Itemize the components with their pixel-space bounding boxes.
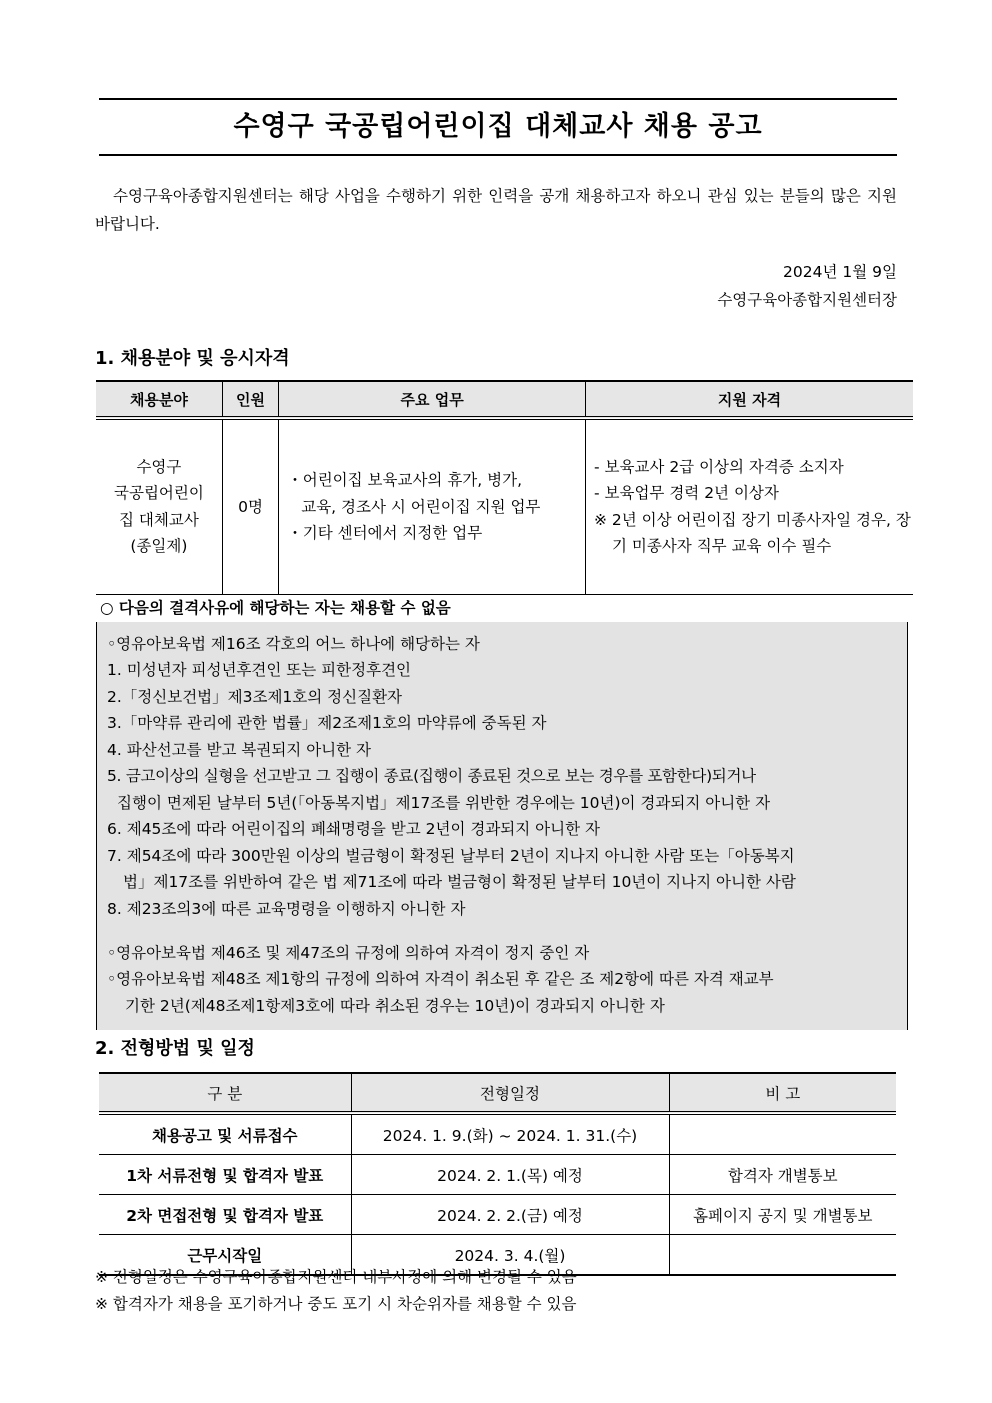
count-cell: 0명: [222, 418, 278, 594]
stage-cell: 1차 서류전형 및 합격자 발표: [99, 1155, 351, 1195]
note-cell: 홈페이지 공지 및 개별통보: [669, 1195, 896, 1235]
header-qualifications: 지원 자격: [585, 381, 913, 418]
field-cell: [96, 418, 222, 594]
table-row: [99, 1155, 896, 1195]
disqualification-line: 5. 금고이상의 실형을 선고받고 그 집행이 종료(집행이 종료된 것으로 보는 경우를 포함한다)되거나: [107, 767, 756, 785]
issue-block: [717, 258, 897, 314]
note-cell: [669, 1113, 896, 1155]
duty-line: ・기타 센터에서 지정한 업무: [287, 524, 483, 542]
disqualification-line: ◦영유아보육법 제48조 제1항의 규정에 의하여 자격이 취소된 후 같은 조 제2항에 따른 자격 재교부: [107, 970, 774, 988]
field-line: 수영구: [136, 457, 182, 476]
disqualification-line: 법」제17조를 위반하여 같은 법 제71조에 따라 벌금형이 확정된 날부터 10년이 지나지 아니한 사람: [123, 873, 796, 891]
qualification-item: - 보육교사 2급 이상의 자격증 소지자: [593, 457, 844, 476]
disqualification-line: 1. 미성년자 피성년후견인 또는 피한정후견인: [107, 661, 412, 679]
recruitment-table: [96, 380, 913, 595]
disqualification-line: 7. 제54조에 따라 300만원 이상의 벌금형이 확정된 날부터 2년이 지나지 아니한 사람 또는「아동복지: [107, 847, 795, 865]
header-count: 인원: [222, 381, 278, 418]
table-row: [99, 1195, 896, 1235]
schedule-cell: 2024. 1. 9.(화) ~ 2024. 1. 31.(수): [351, 1113, 669, 1155]
field-line: 집 대체교사: [119, 510, 199, 529]
duty-line: ・어린이집 보육교사의 휴가, 병가,: [287, 471, 523, 489]
qualifications-cell: [585, 418, 913, 594]
note-cell: 합격자 개별통보: [669, 1155, 896, 1195]
disqualification-line: ◦영유아보육법 제16조 각호의 어느 하나에 해당하는 자: [107, 635, 480, 653]
intro-paragraph: [95, 182, 897, 238]
section1-heading: 1. 채용분야 및 응시자격: [95, 348, 290, 369]
schedule-cell: 2024. 2. 1.(목) 예정: [351, 1155, 669, 1195]
stage-cell: 근무시작일: [99, 1235, 351, 1276]
disqualification-box: [96, 622, 908, 1030]
issue-date: 2024년 1월 9일: [783, 263, 897, 281]
schedule-cell: 2024. 2. 2.(금) 예정: [351, 1195, 669, 1235]
stage-cell: 채용공고 및 서류접수: [99, 1113, 351, 1155]
header-duties: 주요 업무: [279, 381, 586, 418]
section2-heading: 2. 전형방법 및 일정: [95, 1038, 255, 1059]
issuer: 수영구육아종합지원센터장: [717, 291, 897, 309]
qualification-item: ※ 2년 이상 어린이집 장기 미종사자일 경우, 장기 미종사자 직무 교육 이수 필수: [593, 510, 911, 556]
schedule-note: ※ 합격자가 채용을 포기하거나 중도 포기 시 차순위자를 채용할 수 있음: [95, 1295, 577, 1313]
disqualification-line: 4. 파산선고를 받고 복권되지 아니한 자: [107, 741, 372, 759]
note-cell: [669, 1235, 896, 1276]
schedule-cell: 2024. 3. 4.(월): [351, 1235, 669, 1276]
disqualification-line: 8. 제23조의3에 따른 교육명령을 이행하지 아니한 자: [107, 900, 466, 918]
disqualification-heading: ○ 다음의 결격사유에 해당하는 자는 채용할 수 없음: [100, 599, 451, 617]
qualification-item: - 보육업무 경력 2년 이상자: [593, 484, 779, 503]
title-box: [99, 98, 897, 156]
intro-text: 수영구육아종합지원센터는 해당 사업을 수행하기 위한 인력을 공개 채용하고자 하오니 관심 있는 분들의 많은 지원 바랍니다.: [95, 187, 897, 233]
duty-line: 교육, 경조사 시 어린이집 지원 업무: [301, 497, 541, 516]
page-title: 수영구 국공립어린이집 대체교사 채용 공고: [233, 111, 763, 142]
schedule-note: ※ 전형일정은 수영구육아종합지원센터 내부사정에 의해 변경될 수 있음: [95, 1268, 577, 1286]
disqualification-line: ◦영유아보육법 제46조 및 제47조의 규정에 의하여 자격이 정지 중인 자: [107, 944, 590, 962]
header-stage: 구 분: [99, 1073, 351, 1113]
field-line: (종일제): [130, 537, 188, 556]
schedule-table-header: [99, 1073, 896, 1113]
disqualification-line: 3.「마약류 관리에 관한 법률」제2조제1호의 마약류에 중독된 자: [107, 714, 547, 732]
table-row: [96, 418, 913, 594]
header-field: 채용분야: [96, 381, 222, 418]
disqualification-line: 집행이 면제된 날부터 5년(「아동복지법」제17조를 위반한 경우에는 10년)이 경과되지 아니한 자: [117, 794, 771, 812]
disqualification-line: 6. 제45조에 따라 어린이집의 폐쇄명령을 받고 2년이 경과되지 아니한 자: [107, 820, 600, 838]
disqualification-line: 2.「정신보건법」제3조제1호의 정신질환자: [107, 688, 403, 706]
disqualification-line: 기한 2년(제48조제1항제3호에 따라 취소된 경우는 10년)이 경과되지 아니한 자: [125, 997, 665, 1015]
header-schedule: 전형일정: [351, 1073, 669, 1113]
stage-cell: 2차 면접전형 및 합격자 발표: [99, 1195, 351, 1235]
schedule-table: [99, 1072, 896, 1276]
duties-cell: [279, 418, 586, 594]
recruitment-table-header: [96, 381, 913, 418]
field-line: 국공립어린이: [114, 484, 204, 503]
table-row: [99, 1113, 896, 1155]
header-note: 비 고: [669, 1073, 896, 1113]
